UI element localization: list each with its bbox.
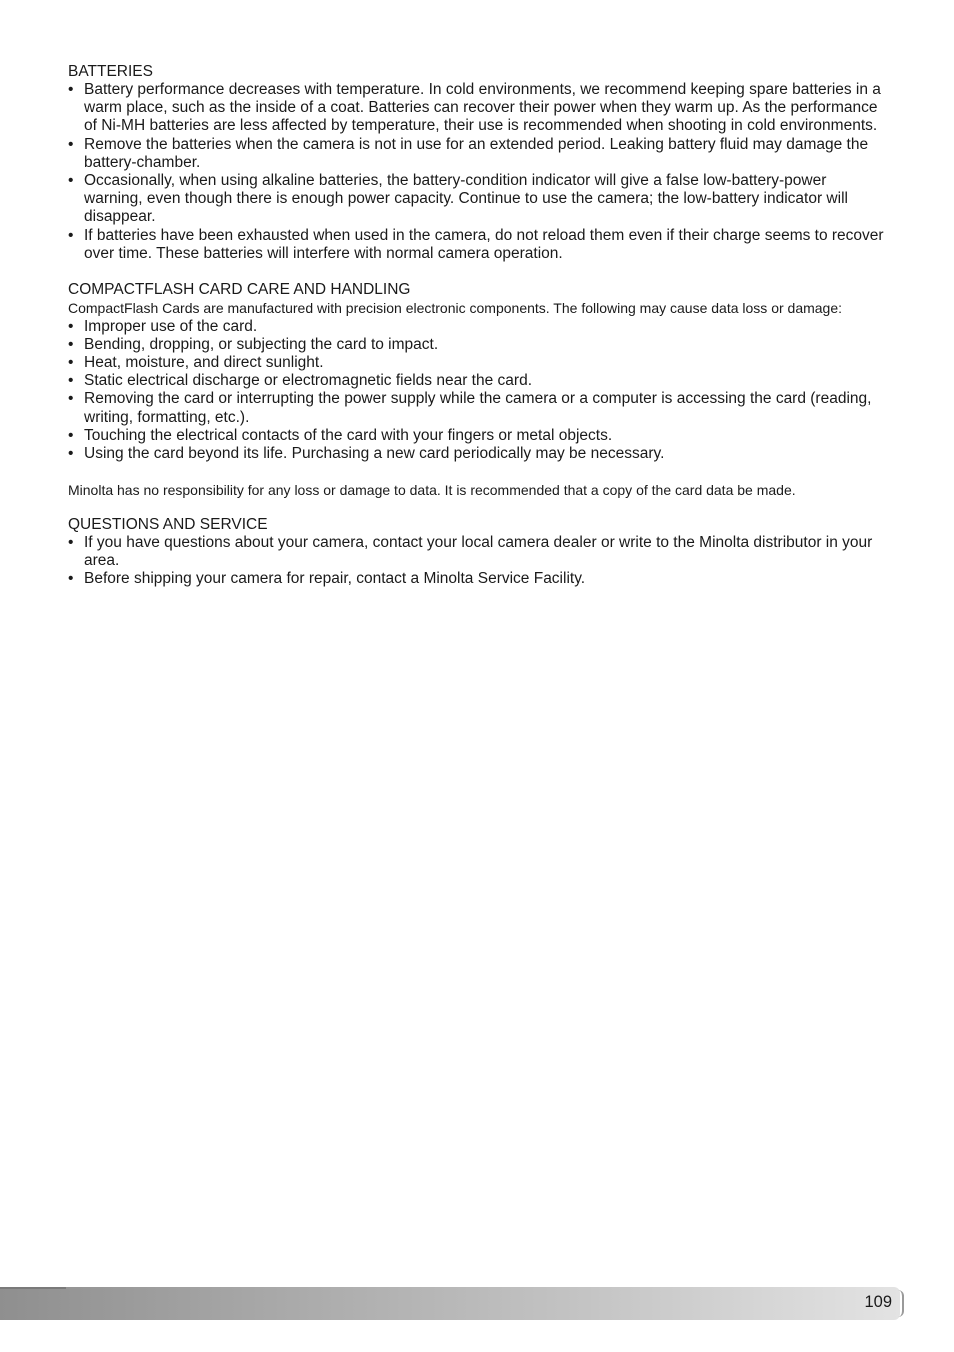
list-item: • Bending, dropping, or subjecting the card to impact.	[68, 336, 888, 354]
footer-bar	[0, 1287, 900, 1320]
list-item: • Battery performance decreases with temperature. In cold environments, we recommend keeping spare batteries in a warm place, such as the inside of a coat. Batteries can recover their power when they warm up. As the performance of Ni-MH batteries are less affected by temperature, their use is recommended when shooting in cold environments.	[68, 81, 888, 136]
compactflash-section	[68, 281, 888, 500]
list-item: • Remove the batteries when the camera is not in use for an extended period. Leaking battery fluid may damage the battery-chamber.	[68, 136, 888, 172]
page-number: 109	[864, 1293, 892, 1311]
list-item: • Touching the electrical contacts of the card with your fingers or metal objects.	[68, 427, 888, 445]
questions-heading: QUESTIONS AND SERVICE	[68, 515, 268, 533]
compactflash-heading: COMPACTFLASH CARD CARE AND HANDLING	[68, 281, 411, 299]
batteries-section	[68, 63, 888, 263]
questions-section	[68, 516, 888, 589]
list-item: • Using the card beyond its life. Purchasing a new card periodically may be necessary.	[68, 445, 888, 463]
list-item: • Heat, moisture, and direct sunlight.	[68, 354, 888, 372]
list-item: • Removing the card or interrupting the power supply while the camera or a computer is accessing the card (reading, writing, formatting, etc.).	[68, 390, 888, 426]
list-item: • If batteries have been exhausted when used in the camera, do not reload them even if their charge seems to recover over time. These batteries will interfere with normal camera operation.	[68, 227, 888, 263]
compactflash-note: Minolta has no responsibility for any loss or damage to data. It is recommended that a copy of the card data be made.	[68, 482, 796, 499]
list-item: • Static electrical discharge or electromagnetic fields near the card.	[68, 372, 888, 390]
compactflash-intro: CompactFlash Cards are manufactured with precision electronic components. The following may cause data loss or damage:	[68, 300, 843, 317]
footer-accent-line	[0, 1287, 66, 1289]
questions-list	[68, 534, 888, 589]
list-item: • Improper use of the card.	[68, 318, 888, 336]
batteries-heading: BATTERIES	[68, 63, 153, 80]
list-item: • If you have questions about your camera, contact your local camera dealer or write to the Minolta distributor in your area.	[68, 534, 888, 570]
list-item: • Before shipping your camera for repair, contact a Minolta Service Facility.	[68, 570, 888, 588]
footer-edge	[898, 1290, 904, 1317]
batteries-list	[68, 81, 888, 263]
list-item: • Occasionally, when using alkaline batteries, the battery-condition indicator will give a false low-battery-power warning, even though there is enough power capacity. Continue to use the camera; the low-battery indicator will disappear.	[68, 172, 888, 227]
compactflash-list	[68, 318, 888, 464]
page-content	[68, 63, 888, 588]
